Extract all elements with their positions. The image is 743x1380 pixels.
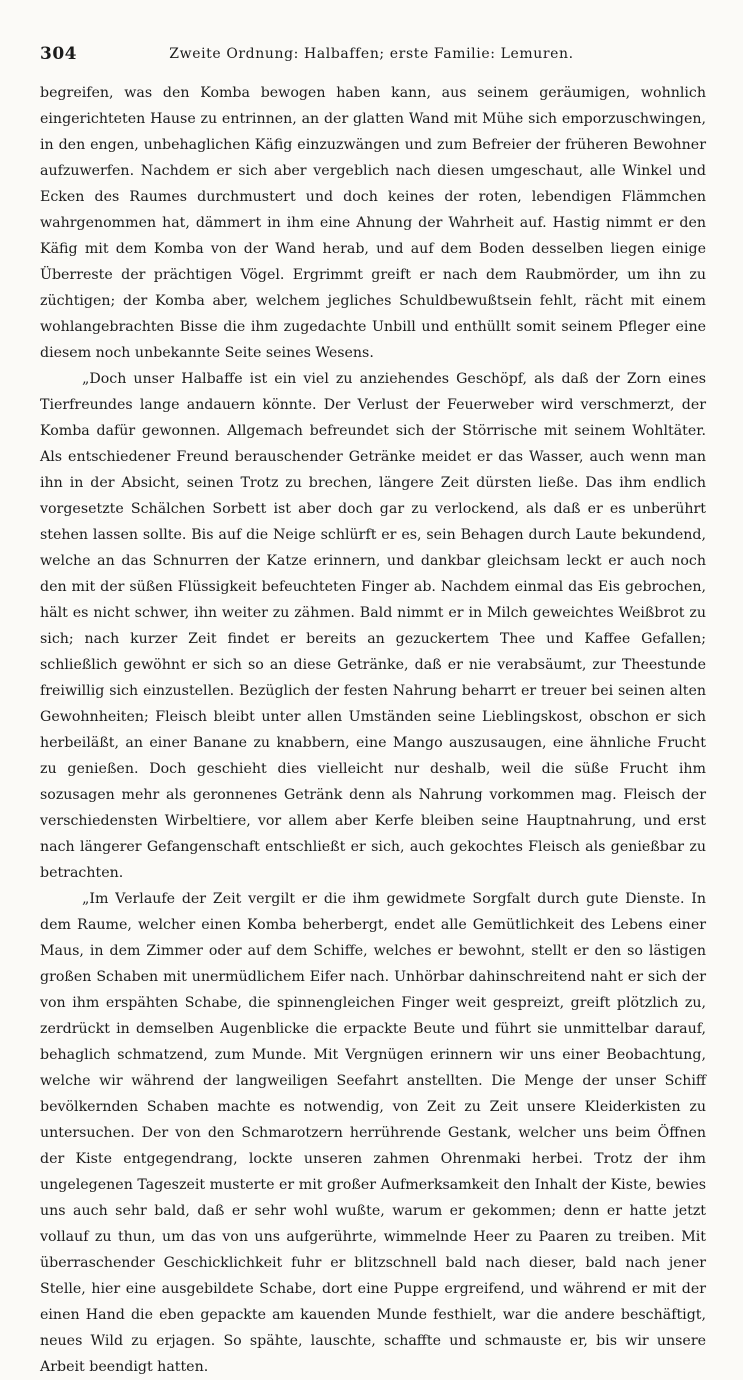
page-header bbox=[40, 44, 703, 70]
body-text bbox=[40, 80, 706, 1380]
paragraph: „Im Verlaufe der Zeit vergilt er die ihm gewidmete Sorgfalt durch gute Dienste. In dem Raume, welcher einen Komba beherbergt, endet alle Gemütlichkeit des Lebens einer Maus, in dem Zimmer oder auf dem Schiffe, welches er bewohnt, stellt er den so lästigen großen Schaben mit unermüdlichem Eifer nach. Unhörbar dahinschreitend naht er sich der von ihm erspähten Schabe, die spinnengleichen Finger weit gespreizt, greift plötzlich zu, zerdrückt in demselben Augenblicke die erpackte Beute und führt sie unmittelbar darauf, behaglich schmatzend, zum Munde. Mit Vergnügen erinnern wir uns einer Beobachtung, welche wir während der langweiligen Seefahrt anstellten. Die Menge der unser Schiff bevölkernden Schaben machte es notwendig, von Zeit zu Zeit unsere Kleiderkisten zu untersuchen. Der von den Schmarotzern herrührende Gestank, welcher uns beim Öffnen der Kiste entgegendrang, lockte unseren zahmen Ohrenmaki herbei. Trotz der ihm ungelegenen Tageszeit musterte er mit großer Aufmerksamkeit den Inhalt der Kiste, bewies uns auch sehr bald, daß er sehr wohl wußte, warum er gekommen; denn er hatte jetzt vollauf zu thun, um das von uns aufgerührte, wimmelnde Heer zu Paaren zu treiben. Mit überraschender Geschicklichkeit fuhr er blitzschnell bald nach dieser, bald nach jener Stelle, hier eine ausgebildete Schabe, dort eine Puppe ergreifend, und während er mit der einen Hand die eben gepackte am kauenden Munde festhielt, war die andere beschäftigt, neues Wild zu erjagen. So spähte, lauschte, schaffte und schmauste er, bis wir unsere Arbeit beendigt hatten. bbox=[40, 891, 706, 1375]
running-head: Zweite Ordnung: Halbaffen; erste Familie: Lemuren. bbox=[169, 46, 574, 62]
page-number: 304 bbox=[40, 44, 77, 64]
paragraph-continued: begreifen, was den Komba bewogen haben kann, aus seinem geräumigen, wohnlich eingerichteten Hause zu entrinnen, an der glatten Wand mit Mühe sich emporzuschwingen, in den engen, unbehaglichen Käfig einzuzwängen und zum Befreier der früheren Bewohner aufzuwerfen. Nachdem er sich aber vergeblich nach diesen umgeschaut, alle Winkel und Ecken des Raumes durchmustert und doch keines der roten, lebendigen Flämmchen wahrgenommen hat, dämmert in ihm eine Ahnung der Wahrheit auf. Hastig nimmt er den Käfig mit dem Komba von der Wand herab, und auf dem Boden desselben liegen einige Überreste der prächtigen Vögel. Ergrimmt greift er nach dem Raubmörder, um ihn zu züchtigen; der Komba aber, welchem jegliches Schuldbewußtsein fehlt, rächt mit einem wohlangebrachten Bisse die ihm zugedachte Unbill und enthüllt somit seinem Pfleger eine diesem noch unbekannte Seite seines Wesens. bbox=[40, 85, 706, 361]
paragraph: „Doch unser Halbaffe ist ein viel zu anziehendes Geschöpf, als daß der Zorn eines Tierfreundes lange andauern könnte. Der Verlust der Feuerweber wird verschmerzt, der Komba dafür gewonnen. Allgemach befreundet sich der Störrische mit seinem Wohltäter. Als entschiedener Freund berauschender Getränke meidet er das Wasser, auch wenn man ihn in der Absicht, seinen Trotz zu brechen, längere Zeit dürsten ließe. Das ihm endlich vorgesetzte Schälchen Sorbett ist aber doch gar zu verlockend, als daß er es unberührt stehen lassen sollte. Bis auf die Neige schlürft er es, sein Behagen durch Laute bekundend, welche an das Schnurren der Katze erinnern, und dankbar gleichsam leckt er auch noch den mit der süßen Flüssigkeit befeuchteten Finger ab. Nachdem einmal das Eis gebrochen, hält es nicht schwer, ihn weiter zu zähmen. Bald nimmt er in Milch geweichtes Weißbrot zu sich; nach kurzer Zeit findet er bereits an gezuckertem Thee und Kaffee Gefallen; schließlich gewöhnt er sich so an diese Getränke, daß er nie verabsäumt, zur Theestunde freiwillig sich einzustellen. Bezüglich der festen Nahrung beharrt er treuer bei seinen alten Gewohnheiten; Fleisch bleibt unter allen Umständen seine Lieblingskost, obschon er sich herbeiläßt, an einer Banane zu knabbern, eine Mango auszusaugen, eine ähnliche Frucht zu genießen. Doch geschieht dies vielleicht nur deshalb, weil die süße Frucht ihm sozusagen mehr als geronnenes Getränk denn als Nahrung vorkommen mag. Fleisch der verschiedensten Wirbeltiere, vor allem aber Kerfe bleiben seine Hauptnahrung, und erst nach längerer Gefangenschaft entschließt er sich, auch gekochtes Fleisch als genießbar zu betrachten. bbox=[40, 371, 706, 881]
